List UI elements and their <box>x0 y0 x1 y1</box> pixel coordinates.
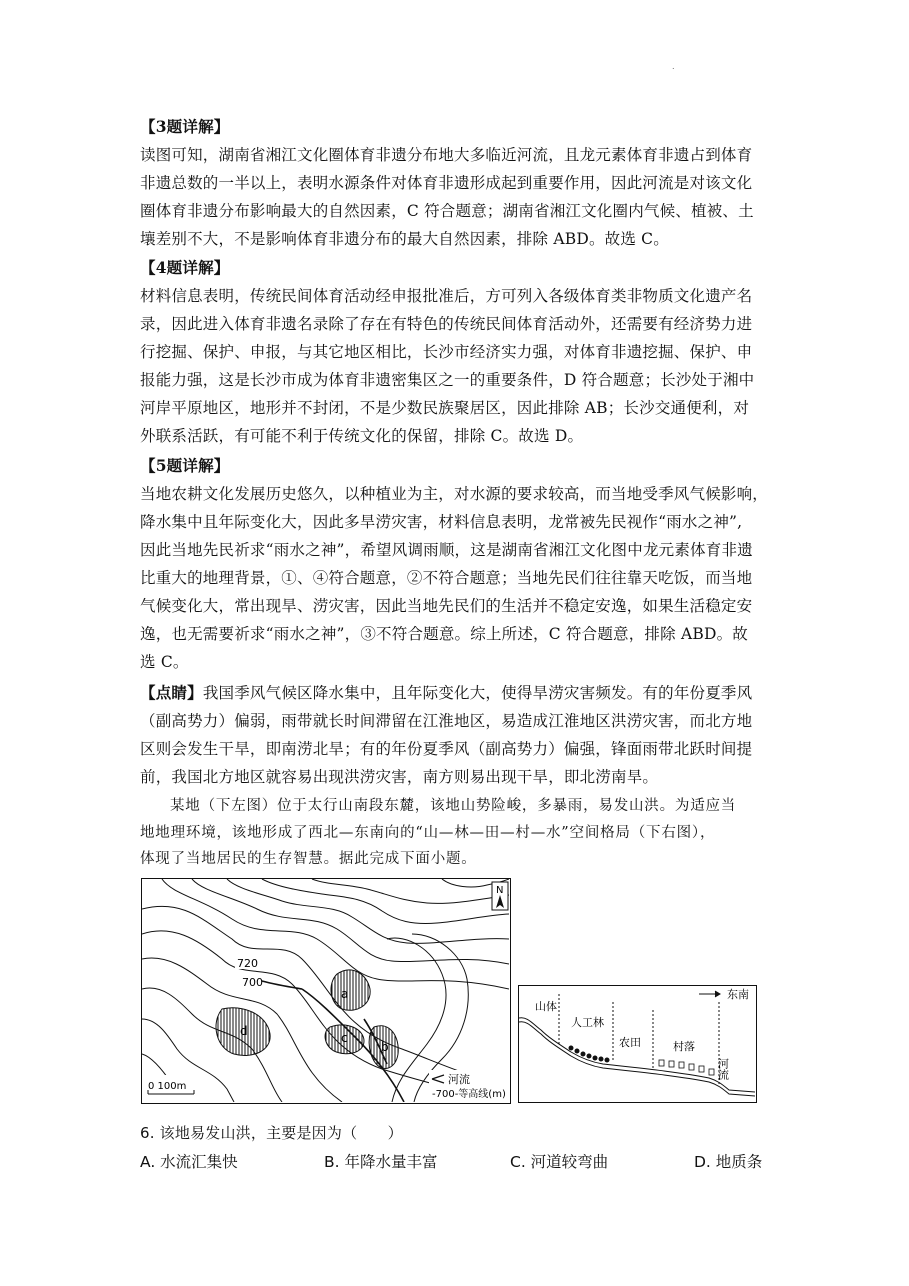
intro-line: 某地（下左图）位于太行山南段东麓，该地山势险峻，多暴雨，易发山洪。为适应当 <box>170 798 737 814</box>
contour-label-720: 720 <box>237 957 258 970</box>
option-a[interactable]: A. 水流汇集快 <box>140 1153 238 1171</box>
header-mark: . <box>672 62 675 71</box>
profile-drawing <box>519 986 755 1101</box>
zone-village: 村落 <box>673 1040 695 1053</box>
zone-forest: 人工林 <box>571 1016 604 1029</box>
contour-label-700: 700 <box>242 976 263 989</box>
scale-label: 0 100m <box>148 1081 187 1092</box>
sec3-line: 读图可知，湖南省湘江文化圈体育非遗分布地大多临近河流，且龙元素体育非遗占到体育 <box>140 146 753 164</box>
sec5-line: 因此当地先民祈求“雨水之神”，希望风调雨顺，这是湖南省湘江文化图中龙元素体育非遗 <box>140 541 753 559</box>
point-line: 前，我国北方地区就容易出现洪涝灾害，南方则易出现干旱，即北涝南旱。 <box>140 768 659 786</box>
point-title: 【点睛】 <box>140 683 203 702</box>
point-line: 区则会发生干旱，即南涝北旱；有的年份夏季风（副高势力）偏强，锋面雨带北跃时间提 <box>140 740 753 758</box>
sec4-line: 录，因此进入体育非遗名录除了存在有特色的传统民间体育活动外，还需要有经济势力进 <box>140 315 753 333</box>
sec3-title: 【3题详解】 <box>140 117 230 136</box>
legend-contour: -700-等高线(m) <box>432 1089 506 1100</box>
option-c[interactable]: C. 河道较弯曲 <box>510 1153 609 1171</box>
contour-map <box>141 878 511 1104</box>
area-label-c: c <box>341 1031 348 1045</box>
intro-line: 体现了当地居民的生存智慧。据此完成下面小题。 <box>140 851 477 867</box>
sec3-line: 非遗总数的一半以上，表明水源条件对体育非遗形成起到重要作用，因此河流是对该文化 <box>140 174 753 192</box>
north-label: N <box>496 885 504 896</box>
option-d[interactable]: D. 地质条 <box>694 1153 763 1171</box>
zone-river: 河流 <box>716 1058 730 1080</box>
question-stem: 6. 该地易发山洪，主要是因为（ ） <box>140 1124 403 1142</box>
sec3-line: 壤差别不大，不是影响体育非遗分布的最大自然因素，排除 ABD。故选 C。 <box>140 230 669 248</box>
point-first-text: 我国季风气候区降水集中，且年际变化大，使得旱涝灾害频发。有的年份夏季风 <box>202 684 753 702</box>
option-b[interactable]: B. 年降水量丰富 <box>324 1153 438 1171</box>
profile-diagram <box>518 985 757 1103</box>
sec4-line: 外联系活跃，有可能不利于传统文化的保留，排除 C。故选 D。 <box>140 427 584 445</box>
sec4-title: 【4题详解】 <box>140 258 230 277</box>
intro-line: 地地理环境，该地形成了西北—东南向的“山—林—田—村—水”空间格局（下右图）， <box>140 825 716 841</box>
sec5-line: 当地农耕文化发展历史悠久，以种植业为主，对水源的要求较高，而当地受季风气候影响， <box>140 485 769 503</box>
area-label-a: a <box>341 987 349 1001</box>
sec5-line: 选 C。 <box>140 653 189 671</box>
legend-river: 河流 <box>448 1073 470 1086</box>
sec5-line: 逸，也无需要祈求“雨水之神”，③不符合题意。综上所述，C 符合题意，排除 ABD。故 <box>140 625 748 643</box>
sec4-line: 行挖掘、保护、申报，与其它地区相比，长沙市经济实力强，对体育非遗挖掘、保护、申 <box>140 343 753 361</box>
sec4-line: 材料信息表明，传统民间体育活动经申报批准后，方可列入各级体育类非物质文化遗产名 <box>140 287 753 305</box>
sec5-line: 气候变化大，常出现旱、涝灾害，因此当地先民们的生活并不稳定安逸，如果生活稳定安 <box>140 597 753 615</box>
sec3-line: 圈体育非遗分布影响最大的自然因素，C 符合题意；湖南省湘江文化圈内气候、植被、土 <box>140 202 754 220</box>
area-label-d: d <box>240 1024 248 1038</box>
contour-map-drawing <box>142 879 509 1102</box>
point-first-line <box>140 681 752 703</box>
sec5-line: 降水集中且年际变化大，因此多旱涝灾害，材料信息表明，龙常被先民视作“雨水之神”, <box>140 513 743 531</box>
sec4-line: 河岸平原地区，地形并不封闭，不是少数民族聚居区，因此排除 AB；长沙交通便利，对 <box>140 399 750 417</box>
zone-mountain: 山体 <box>535 1000 557 1013</box>
zone-farmland: 农田 <box>619 1036 641 1049</box>
sec5-line: 比重大的地理背景，①、④符合题意，②不符合题意；当地先民们往往靠天吃饭，而当地 <box>140 569 753 587</box>
area-label-b: b <box>381 1040 389 1054</box>
sec5-title: 【5题详解】 <box>140 456 230 475</box>
point-line: （副高势力）偏弱，雨带就长时间滞留在江淮地区，易造成江淮地区洪涝灾害，而北方地 <box>140 712 753 730</box>
sec4-line: 报能力强，这是长沙市成为体育非遗密集区之一的重要条件，D 符合题意；长沙处于湘中 <box>140 371 755 389</box>
direction-label: 东南 <box>727 988 749 1001</box>
